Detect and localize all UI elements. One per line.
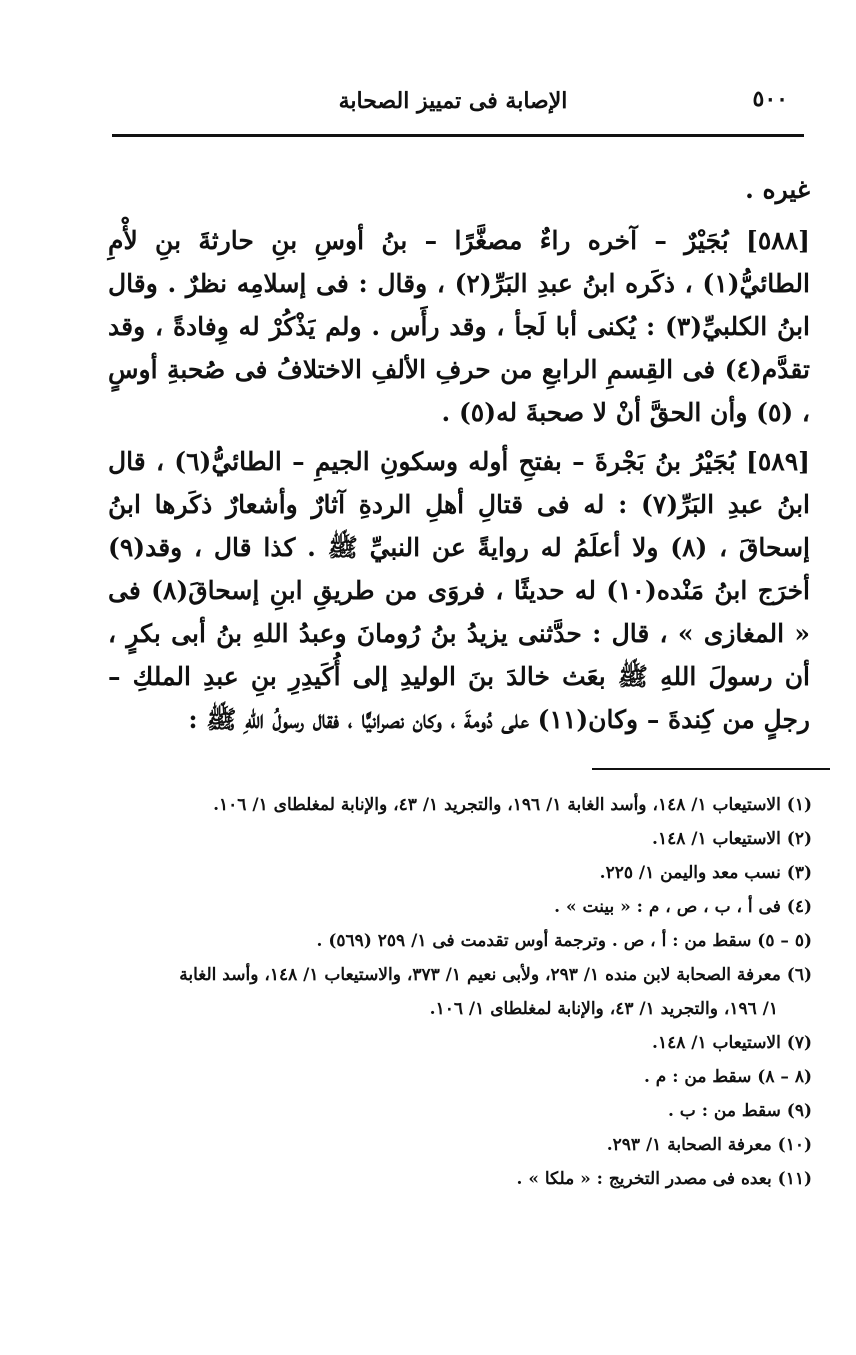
entry-number: [٥٨٩]	[746, 447, 810, 476]
entry-name: بُجَيْرُ بنُ بَجْرةَ	[594, 447, 736, 476]
entry-text: – آخره راءٌ مصغَّرًا – بنُ أوسِ بنِ حارثةَ بنِ لأْمِ الطائيُّ(١) ، ذكَره ابنُ عبدِ البَرِّ(٢) ، وقال : فى إسلامِه نظرٌ . وقال ابنُ الكلبيِّ(٣) : يُكنى أبا لَجأ ، وقد رأَس . ولم يَذْكُرْ له وِفادةً ، وقد تقدَّم(٤) فى القِسمِ الرابعِ من حرفِ الألفِ الاختلافُ فى صُحبةِ أوسٍ ، (٥) وأن الحقَّ أنْ لا صحبةَ له(٥) .	[108, 226, 810, 427]
footnote-4: (٤) فى أ ، ب ، ص ، م : « بينت » .	[554, 897, 812, 917]
footnote-1: (١) الاستيعاب ١/ ١٤٨، وأسد الغابة ١/ ١٩٦، والتجريد ١/ ٤٣، والإنابة لمغلطاى ١/ ١٠٦.	[213, 795, 812, 815]
entry-name: بُجَيْرٌ	[684, 226, 729, 255]
entry-588	[108, 219, 810, 434]
footnote-2: (٢) الاستيعاب ١/ ١٤٨.	[652, 829, 812, 849]
running-title: الإصابة فى تمييز الصحابة	[338, 88, 568, 114]
footnote-rule	[592, 768, 830, 770]
footnotes	[108, 788, 812, 1196]
footnote-7: (٧) الاستيعاب ١/ ١٤٨.	[652, 1033, 812, 1053]
footnote-10: (١٠) معرفة الصحابة ١/ ٢٩٣.	[606, 1135, 812, 1155]
page-number: ٥٠٠	[752, 86, 788, 112]
main-text	[108, 168, 810, 747]
entry-text: – بفتحِ أوله وسكونِ الجيمِ – الطائيُّ(٦) ، قال ابنُ عبدِ البَرِّ(٧) : له فى قتالِ أهلِ الردةِ آثارٌ وأشعارٌ ذكَرها ابنُ إسحاقَ ، (٨) ولا أعلَمُ له روايةً عن النبيِّ ﷺ . كذا قال ، وقد(٩) أخرَج ابنُ مَنْده(١٠) له حديثًا ، فروَى من طريقِ ابنِ إسحاقَ(٨) فى « المغازى » ، قال : حدَّثنى يزيدُ بنُ رُومانَ وعبدُ اللهِ بنُ أبى بكرٍ ، أن رسولَ اللهِ ﷺ بعَث خالدَ بنَ الوليدِ إلى أُكَيدِرِ بنِ عبدِ الملكِ – رجلٍ من كِندةَ – وكان(١١) على دُومةَ ، وكان نصرانيًّا ، فقال رسولُ اللهِ ﷺ :	[108, 447, 811, 734]
footnote-5: (٥ – ٥) سقط من : أ ، ص . وترجمة أوس تقدمت فى ١/ ٢٥٩ (٥٦٩) .	[316, 931, 812, 951]
footnote-6: (٦) معرفة الصحابة لابن منده ١/ ٢٩٣، ولأبى نعيم ١/ ٣٧٣، والاستيعاب ١/ ١٤٨، وأسد الغابة	[179, 965, 812, 985]
footnote-6-continued: ١/ ١٩٦، والتجريد ١/ ٤٣، والإنابة لمغلطاى ١/ ١٠٦.	[429, 999, 778, 1019]
entry-589	[108, 440, 810, 741]
footnote-11: (١١) بعده فى مصدر التخريج : « ملكا » .	[516, 1169, 812, 1189]
entry-number: [٥٨٨]	[746, 226, 810, 255]
footnote-9: (٩) سقط من : ب .	[667, 1101, 812, 1121]
footnote-3: (٣) نسب معد واليمن ١/ ٢٢٥.	[599, 863, 812, 883]
page-header	[110, 86, 796, 126]
text-fragment: غيره .	[745, 175, 810, 204]
header-rule	[112, 134, 804, 137]
footnote-8: (٨ – ٨) سقط من : م .	[643, 1067, 812, 1087]
